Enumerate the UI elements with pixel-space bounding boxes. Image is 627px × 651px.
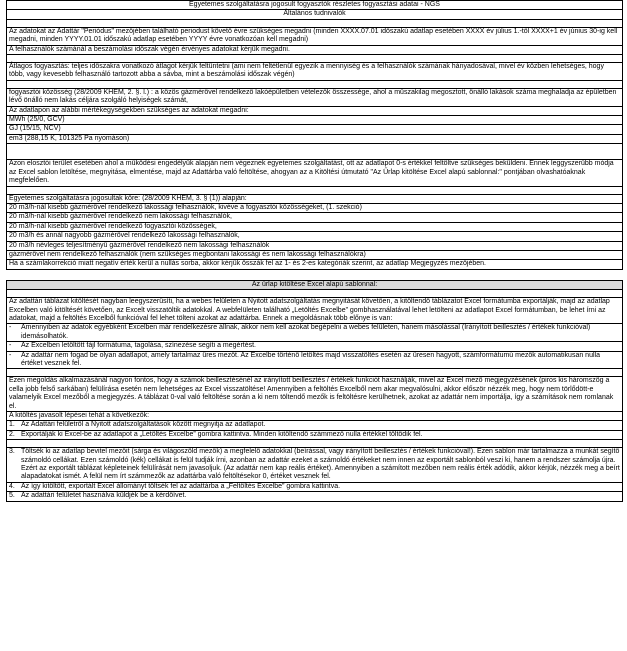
- step-text: Az adattári felületet használva küldjék be a kérdőívet.: [21, 492, 187, 500]
- step-row: [6, 448, 623, 483]
- step-number: 3.: [9, 448, 15, 456]
- eligible-item: 20 m3/h-nál kisebb gázmérővel rendelkező lakossági felhasználók, kivéve a fogyasztói közösségeket, (1. szekció): [6, 204, 623, 213]
- blank-row: [6, 144, 623, 160]
- users-note: A felhasználók számánál a beszámolási időszak végén érvényes adatokat kérjük megadni.: [6, 46, 623, 55]
- bullet-row: - Az Excelben letöltött fájl formátuma, tagolása, színezése segíti a megértést.: [6, 342, 623, 351]
- excel-heading: Az űrlap kitöltése Excel alapú sablonnal:: [6, 280, 623, 290]
- blank-row: [6, 81, 623, 89]
- step-row: [6, 483, 623, 492]
- steps-heading: A kitöltés javasolt lépései tehát a következők:: [6, 412, 623, 421]
- unit-em3: em3 (288,15 K, 101325 Pa nyomáson): [6, 135, 623, 144]
- step-text: Az Adattári felületről a Nyitott adatszolgáltatások között megnyitja az adatlapot.: [21, 421, 266, 429]
- step-number: 4.: [9, 482, 15, 490]
- step-text: Exportálják ki Excel-be az adatlapot a „Letöltés Excelbe” gombra kattintva. Minden kitöltendő számmező nulla értékkel töltődik fel.: [21, 430, 423, 438]
- blank-row: [6, 20, 623, 28]
- step-number: 2.: [9, 430, 15, 438]
- step-row: [6, 431, 623, 440]
- blank-row: [6, 290, 623, 298]
- excel-intro: Az adattári táblázat kitöltését nagyban leegyszerűsíti, ha a webes felületen a Nyitott adatszolgáltatás megnyitását követően, a kitöltendő táblázatot Excel formátumba exportálják, majd az adatlap Excelben való kitöltését követően, az Excelt visszatöltik adatokkal. A webfelületen található „Letöltés Excelbe” gombhasználatával lehet letölteni az adatlapot Excel formátumban, be lehet írni az adatokat, majd a feltöltés Excelből funkcióval fel lehet tölteni azokat az adattárba. Ennek a megoldásnak több előnye is van:: [6, 298, 623, 324]
- step-number: 5.: [9, 492, 15, 500]
- bullet-text: Az adattár nem fogad be olyan adatlapot, amely tartalmaz üres mezőt. Az Excelbe történő letöltés majd visszatöltés esetén az üresen hagyott, számformátumú mezők automatikusan nulla értéket vesznek fel.: [21, 351, 600, 367]
- eligible-item: 20 m3/h-nál kisebb gázmérővel rendelkező nem lakossági felhasználók,: [6, 213, 623, 222]
- general-heading: Általános tudnivalók: [6, 10, 623, 19]
- period-note: Az adatokat az Adattár "Periódus" mezőjében található periodust követő évre szükséges megadni (minden XXXX.07.01 időszakú adatlap esetében XXXX év július 1.-től XXXX+1 év június 30-ig kell megadni, minden YYYY.01.01 időszakú adatlap esetében YYYY évre vonatkozóan kell megadni): [6, 28, 623, 46]
- blank-row: [6, 55, 623, 63]
- bullet-text: Amennyiben az adatok egyébként Excelben már rendelkezésre állnak, akkor nem kell azokat begépelni a webes felületen, hanem másolással (Irányított beillesztés / értékek funkcióval) idemásolhatók.: [21, 324, 591, 340]
- no-service-note: Azon elosztói terület esetében ahol a működési engedélyük alapján nem végeznek egyetemes szolgáltatást, ott az adatlapot 0-s értékkel feltöltve szükséges beküldeni. Ennek leggyszerűbb módja az Excel sablon letöltése, megnyitása, elmentése, majd az Adattárba való feltöltése, ahogyan az a Kitöltési útmutató "Az Űrlap kitöltése Excel alapú sablonnal:" pontjában olvashatóaknak megfelelően.: [6, 160, 623, 186]
- paste-note: Ezen megoldás alkalmazásánál nagyon fontos, hogy a számok beillesztésénél az irányított beillesztés / értékek funkciót használják, mivel az Excel mező megjegyzésének (piros kis háromszög a cella jobb felső sarkában) felülírása esetén nem lehetséges az Excel visszatöltése! Amennyiben a feltöltés Excelből nem akar megvalósulni, akkor először nézzék meg, hogy nem törlődött-e valamelyik Excel mezőből a megjegyzés. A táblázat 0-val való feltöltése során a ki nem töltendő mezők is feltöltésre kerülhetnek, azokat az adattár nem importálja, így a számítások nem romlanak el.: [6, 377, 623, 412]
- step-text: Töltsék ki az adatlap bevitel mezőit (sárga és világoszöld mezők) a megfelelő adatokkal (beírással, vagy irányított beillesztés / értékek funkcióval!). Ezen sablon már tartalmazza a munkát segítő számoldó cellákat. Ezen számoldó (kék) cellákat is felül tudják írni, azonban az adattár ezeket a számoldó értékeket nem innen az exportált sablonból veszi ki, hanem a rendszer számolja újra. Ezért az exportált táblázat képleteinek felülírását nem javasoljuk. (Az adattár nem kap reális értéket). Amennyiben a számított mezőben nem reális érték adódik, akkor kérjük, nézzék meg a beírt alapadatokat ismét. A felül nem írt számmezők az adattárba való feltöltésekor 0, értéket vesznek fel.: [21, 448, 620, 481]
- unit-gj: GJ (15/15, NCV): [6, 125, 623, 134]
- sheet-title: Egyetemes szolgáltatásra jogosult fogyasztók részletes fogyasztási adatai - NGS: [6, 0, 623, 10]
- step-row: [6, 421, 623, 430]
- blank-row: [6, 440, 623, 448]
- eligible-item: Ha a számlakorrekció miatt negatív érték kerül a nullás sorba, akkor kérjük összák fel az 1- és 2-es kategóriák szerint, az adatlap Megjegyzés mezőjében.: [6, 260, 623, 269]
- step-number: 1.: [9, 421, 15, 429]
- blank-row: [6, 369, 623, 377]
- blank-row: [6, 187, 623, 195]
- bullet-row: - Az adattár nem fogad be olyan adatlapot, amely tartalmaz üres mezőt. Az Excelbe történő letöltés majd visszatöltés esetén az üresen hagyott, számformátumú mezők automatikusan nulla értéket vesznek fel.: [6, 352, 623, 370]
- eligible-heading: Egyetemes szolgáltatásra jogosultak köre: (28/2009 KHEM, 3. § (1)) alapján:: [6, 195, 623, 204]
- sheet: [6, 0, 623, 502]
- eligible-item: gázmérővel nem rendelkező felhasználók (nem szükséges megbontani lakossági és nem lakossági felhasználókra): [6, 251, 623, 260]
- spacer: [6, 270, 623, 280]
- step-row: [6, 492, 623, 501]
- eligible-item: 20 m3/h-nál kisebb gázmérővel rendelkező fogyasztói közösségek,: [6, 223, 623, 232]
- eligible-item: 20 m3/h és annál nagyobb gázmérővel rendelkező lakossági felhasználók,: [6, 232, 623, 241]
- bullet-row: - Amennyiben az adatok egyébként Excelben már rendelkezésre állnak, akkor nem kell azokat begépelni a webes felületen, hanem másolással (Irányított beillesztés / értékek funkcióval) idemásolhatók.: [6, 324, 623, 342]
- avg-consumption-note: Átlagos fogyasztás: teljes időszakra vonatkozó átlagot kérjük feltüntetni (ami nem feltétlenül egyezik a mennyiség és a felhasználók számának hányadosával, mivel év közben lehetséges, hogy több, vagy kevesebb felhasználó tartozott abba a sávba, mint a beszámolási időszak végén): [6, 63, 623, 81]
- step-text: Az így kitöltött, exportált Excel állományt töltsék fel az adattárba a „Feltöltés Excelbe” gombra kattintva.: [21, 482, 341, 490]
- bullet-text: Az Excelben letöltött fájl formátuma, tagolása, színezése segíti a megértést.: [21, 342, 257, 350]
- community-note: fogyasztói közösség (28/2009 KHEM, 2. §. l.) : a közös gázmérővel rendelkező lakóépületben vételezők összessége, ahol a műszakilag megosztott, önálló lakások száma meghaladja az épületben lévő önálló nem lakás céljára szolgáló helyiségek számát,: [6, 89, 623, 107]
- units-heading: Az adatlapon az alábbi mértékegységekben szükséges az adatokat megadni:: [6, 107, 623, 116]
- unit-mwh: MWh (25/0, GCV): [6, 116, 623, 125]
- eligible-item: 20 m3/h névleges teljesítményű gázmérővel rendelkező nem lakossági felhasználók: [6, 242, 623, 251]
